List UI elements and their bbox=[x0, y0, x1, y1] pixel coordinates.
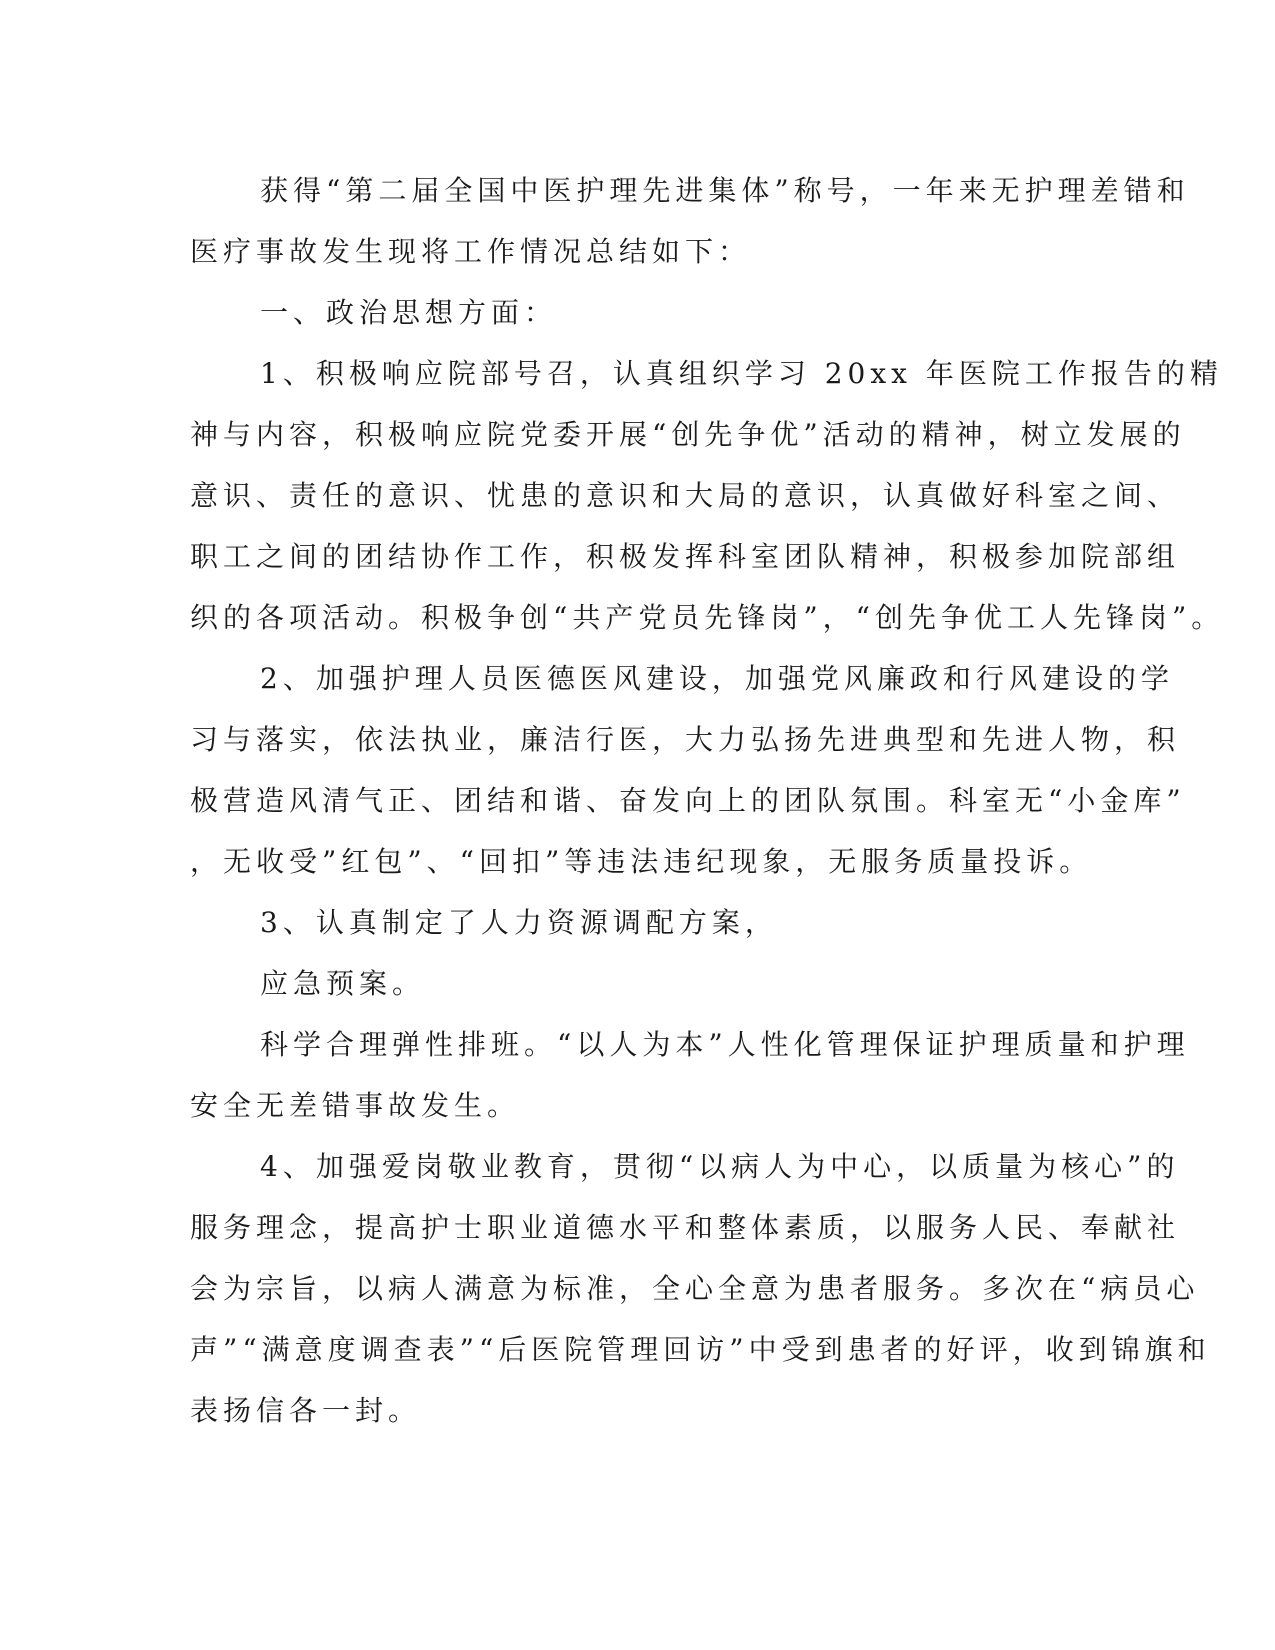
text-line: 声”“满意度调查表”“后医院管理回访”中受到患者的好评，收到锦旗和 bbox=[190, 1333, 1211, 1366]
text-line: 3、认真制定了人力资源调配方案， bbox=[260, 906, 778, 939]
text-line: 神与内容，积极响应院党委开展“创先争优”活动的精神，树立发展的 bbox=[190, 418, 1186, 451]
section-heading: 一、政治思想方面： bbox=[260, 296, 558, 329]
text-line: 织的各项活动。积极争创“共产党员先锋岗”，“创先争优工人先锋岗”。 bbox=[190, 601, 1225, 634]
text-line: 科学合理弹性排班。“以人为本”人性化管理保证护理质量和护理 bbox=[260, 1028, 1190, 1061]
text-line: 医疗事故发生现将工作情况总结如下： bbox=[190, 235, 752, 268]
text-line: 意识、责任的意识、忧患的意识和大局的意识，认真做好科室之间、 bbox=[190, 479, 1181, 512]
text-line: ，无收受”红包”、“回扣”等违法违纪现象，无服务质量投诉。 bbox=[190, 845, 1093, 878]
document-body bbox=[190, 160, 1225, 1441]
text-line: 2、加强护理人员医德医风建设，加强党风廉政和行风建设的学 bbox=[260, 662, 1174, 695]
text-line: 4、加强爱岗敬业教育，贯彻“以病人为中心，以质量为核心”的 bbox=[260, 1150, 1180, 1183]
text-line: 会为宗旨，以病人满意为标准，全心全意为患者服务。多次在“病员心 bbox=[190, 1272, 1200, 1305]
text-line: 极营造风清气正、团结和谐、奋发向上的团队氛围。科室无“小金库” bbox=[190, 784, 1186, 817]
text-line: 安全无差错事故发生。 bbox=[190, 1089, 521, 1122]
text-line: 职工之间的团结协作工作，积极发挥科室团队精神，积极参加院部组 bbox=[190, 540, 1181, 573]
text-line: 服务理念，提高护士职业道德水平和整体素质，以服务人民、奉献社 bbox=[190, 1211, 1181, 1244]
text-line: 获得“第二届全国中医护理先进集体”称号，一年来无护理差错和 bbox=[260, 174, 1190, 207]
text-line: 表扬信各一封。 bbox=[190, 1394, 422, 1427]
text-line: 应急预案。 bbox=[260, 967, 426, 1000]
text-line: 1、积极响应院部号召，认真组织学习 20xx 年医院工作报告的精 bbox=[260, 357, 1223, 390]
text-line: 习与落实，依法执业，廉洁行医，大力弘扬先进典型和先进人物，积 bbox=[190, 723, 1181, 756]
